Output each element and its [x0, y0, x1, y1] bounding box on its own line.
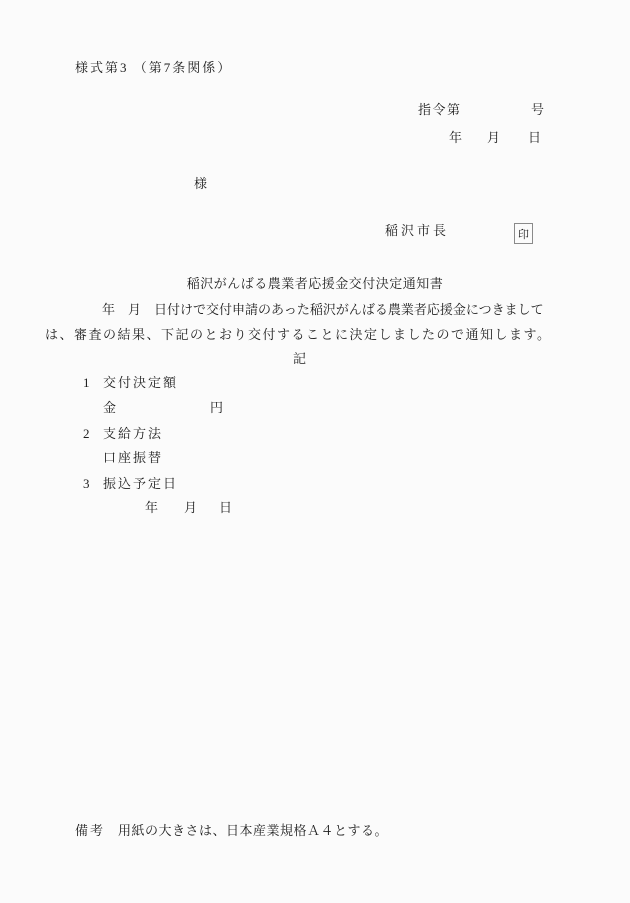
issue-date-month-label: 月 [487, 130, 503, 145]
item-3-date-day-label: 日 [219, 500, 235, 515]
item-1-amount-suffix: 円 [210, 400, 226, 415]
item-2-number: 2 [83, 426, 92, 441]
item-2-value: 口座振替 [103, 450, 164, 465]
issue-date-year-label: 年 [449, 130, 465, 145]
issuer-title: 稲沢市長 [385, 223, 450, 238]
footer-note-label: 備考 [75, 823, 106, 838]
item-1-label: 交付決定額 [103, 375, 179, 390]
directive-number-suffix: 号 [531, 102, 547, 117]
body-paragraph-line2: は、審査の結果、下記のとおり交付することに決定しましたので通知します。 [45, 327, 552, 342]
item-3-number: 3 [83, 476, 92, 491]
body-paragraph-line1: 年 月 日付けで交付申請のあった稲沢がんばる農業者応援金につきまして [102, 302, 544, 317]
record-marker: 記 [293, 351, 309, 366]
directive-number-prefix: 指令第 [418, 102, 462, 117]
item-2-label: 支給方法 [103, 426, 164, 441]
item-1-number: 1 [83, 375, 92, 390]
seal-mark: 印 [514, 223, 533, 244]
item-3-date-month-label: 月 [184, 500, 200, 515]
footer-note-text: 用紙の大きさは、日本産業規格Ａ４とする。 [118, 823, 389, 838]
item-3-label: 振込予定日 [103, 476, 179, 491]
addressee-honorific: 様 [194, 176, 210, 191]
form-number-label: 様式第3 （第7条関係） [75, 60, 233, 75]
item-1-amount-prefix: 金 [103, 400, 119, 415]
issue-date-day-label: 日 [528, 130, 544, 145]
item-3-date-year-label: 年 [145, 500, 161, 515]
document-title: 稲沢がんばる農業者応援金交付決定通知書 [186, 276, 444, 291]
